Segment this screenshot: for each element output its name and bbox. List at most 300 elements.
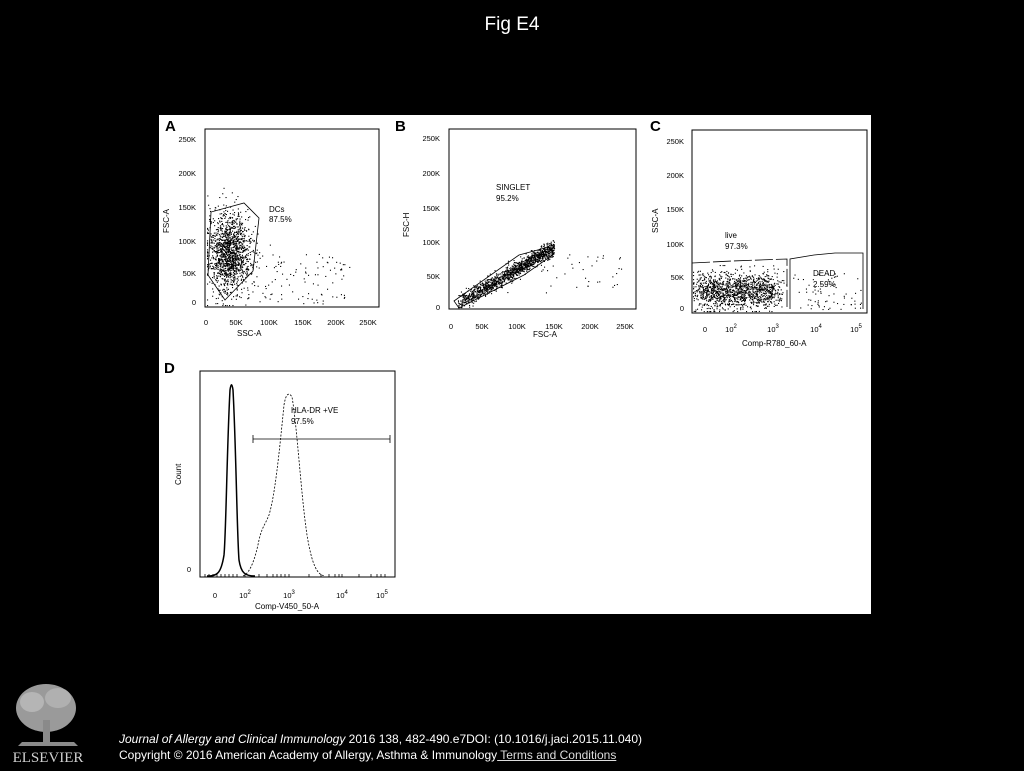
panel-c-dot	[736, 301, 737, 302]
panel-c-dot	[724, 289, 725, 290]
panel-b-dot	[526, 263, 527, 264]
panel-a-dot	[234, 251, 235, 252]
panel-b-dot	[597, 257, 598, 258]
panel-c-dot	[720, 297, 721, 298]
panel-d-xtick: $10^4$	[336, 590, 348, 600]
panel-a-dot	[344, 264, 345, 265]
panel-c-dot	[697, 279, 698, 280]
panel-c-dot	[704, 286, 705, 287]
panel-c-dot	[758, 297, 759, 298]
panel-c-dot	[752, 276, 753, 277]
panel-c-dot	[722, 282, 723, 283]
panel-a-dot	[226, 287, 227, 288]
panel-c-dot	[717, 280, 718, 281]
panel-c-live-name: live	[725, 231, 738, 240]
panel-b	[395, 118, 636, 339]
panel-a-dot	[240, 219, 241, 220]
panel-c-dot	[752, 299, 753, 300]
panel-b-dot	[514, 260, 515, 261]
panel-c-dot	[755, 296, 756, 297]
panel-c-dot	[748, 286, 749, 287]
panel-a-gate-percent: 87.5%	[269, 215, 292, 224]
panel-a-dot	[210, 242, 211, 243]
panel-b-ytick: 100K	[422, 238, 440, 247]
panel-a-dot	[229, 265, 230, 266]
panel-b-dot	[546, 292, 547, 293]
panel-b-dot	[538, 260, 539, 261]
panel-b-dot	[500, 277, 501, 278]
panel-b-dot	[554, 244, 555, 245]
panel-a-dot	[241, 224, 242, 225]
panel-c-dot	[726, 271, 727, 272]
panel-c-dot	[734, 281, 735, 282]
panel-a-dot	[260, 258, 261, 259]
panel-a-ytick: 200K	[178, 169, 196, 178]
panel-c-dot	[744, 301, 745, 302]
panel-c-dot	[709, 276, 710, 277]
panel-a-dot	[212, 268, 213, 269]
panel-a-dot	[241, 297, 242, 298]
panel-a-dot	[207, 240, 208, 241]
panel-b-dot	[546, 251, 547, 252]
panel-c-dot	[747, 284, 748, 285]
panel-b-dot	[500, 281, 501, 282]
panel-b-dot	[547, 270, 548, 271]
panel-a-dot	[242, 247, 243, 248]
panel-a-dot	[246, 275, 247, 276]
panel-c-dot	[724, 265, 725, 266]
panel-a-dot	[228, 276, 229, 277]
panel-a-dot	[259, 268, 260, 269]
panel-a-dot	[233, 226, 234, 227]
panel-a-dot	[218, 258, 219, 259]
panel-b-dot	[554, 242, 555, 243]
panel-a-dot	[239, 229, 240, 230]
panel-a-dot	[234, 265, 235, 266]
panel-c-dot	[743, 307, 744, 308]
panel-b-dot	[492, 277, 493, 278]
panel-c-dot	[764, 287, 765, 288]
panel-b-dot	[530, 264, 531, 265]
panel-c-dot	[730, 284, 731, 285]
panel-c-dot	[713, 303, 714, 304]
panel-a-dot	[254, 282, 255, 283]
panel-a-dot	[281, 262, 282, 263]
panel-b-dot	[458, 305, 459, 306]
panel-c-dot	[775, 293, 776, 294]
panel-a-dot	[243, 258, 244, 259]
panel-a-dot	[242, 252, 243, 253]
panel-c-dot	[729, 282, 730, 283]
panel-a-dot	[262, 293, 263, 294]
panel-a-dot	[250, 243, 251, 244]
panel-c-dot	[708, 278, 709, 279]
panel-a-dot	[222, 274, 223, 275]
panel-c-dot	[744, 304, 745, 305]
panel-a-dot	[233, 250, 234, 251]
panel-a-dot	[236, 232, 237, 233]
panel-b-dot	[483, 293, 484, 294]
panel-a-dot	[230, 237, 231, 238]
panel-c-dot	[777, 305, 778, 306]
panel-c-dot	[761, 287, 762, 288]
panel-a-dot	[233, 210, 234, 211]
panel-b-dot	[617, 284, 618, 285]
panel-a-dot	[220, 227, 221, 228]
panel-b-dot	[503, 276, 504, 277]
panel-a-dot	[250, 263, 251, 264]
panel-a-dot	[238, 264, 239, 265]
panel-b-dot	[480, 292, 481, 293]
panel-b-dot	[547, 244, 548, 245]
panel-a-dot	[227, 243, 228, 244]
panel-c-dot	[744, 292, 745, 293]
panel-a-dot	[286, 279, 287, 280]
panel-a-dot	[218, 218, 219, 219]
panel-c-dot	[722, 290, 723, 291]
panel-b-dot	[535, 253, 536, 254]
panel-a-dot	[220, 225, 221, 226]
panel-b-dot	[505, 275, 506, 276]
panel-a-dot	[239, 269, 240, 270]
panel-a-dot	[215, 267, 216, 268]
panel-a-dot	[327, 289, 328, 290]
panel-a-dot	[229, 228, 230, 229]
panel-b-dot	[541, 256, 542, 257]
panel-c-dot	[748, 279, 749, 280]
panel-b-dot	[544, 251, 545, 252]
panel-a-dot	[232, 236, 233, 237]
panel-a-dot	[228, 281, 229, 282]
panel-c-dot	[741, 293, 742, 294]
panel-c-dot	[779, 301, 780, 302]
panel-c-dot	[697, 296, 698, 297]
panel-c-dot	[722, 302, 723, 303]
panel-a-dot	[208, 230, 209, 231]
panel-b-ytick: 50K	[426, 272, 440, 281]
panel-c-dot	[759, 276, 760, 277]
panel-b-dot	[614, 285, 615, 286]
panel-b-dot	[463, 302, 464, 303]
panel-c-dot	[698, 281, 699, 282]
panel-a-dot	[224, 271, 225, 272]
panel-c-dot	[714, 305, 715, 306]
panel-a-dot	[213, 267, 214, 268]
panel-c-dot	[693, 279, 694, 280]
panel-a-dot	[238, 214, 239, 215]
panel-b-dot	[520, 263, 521, 264]
panel-a-dot	[218, 245, 219, 246]
panel-a-dot	[216, 239, 217, 240]
panel-a-dot	[279, 256, 280, 257]
panel-c-dot	[699, 292, 700, 293]
panel-a-dot	[222, 240, 223, 241]
panel-c-dot	[731, 287, 732, 288]
panel-b-dot	[515, 262, 516, 263]
panel-a-dot	[207, 232, 208, 233]
panel-c-dot	[772, 276, 773, 277]
panel-b-dot	[501, 283, 502, 284]
panel-b-dot	[466, 295, 467, 296]
panel-c-dot	[741, 291, 742, 292]
panel-c-dot	[752, 287, 753, 288]
panel-c-dot	[781, 294, 782, 295]
panel-c-dot	[753, 279, 754, 280]
panel-a-dot	[300, 263, 301, 264]
panel-a-dot	[220, 222, 221, 223]
panel-a-dot	[228, 225, 229, 226]
panel-a-dot	[225, 255, 226, 256]
panel-a-dot	[225, 256, 226, 257]
panel-c-dot	[739, 279, 740, 280]
panel-b-dot	[503, 271, 504, 272]
panel-b-dot	[498, 281, 499, 282]
panel-b-dot	[525, 269, 526, 270]
panel-c-dot	[733, 278, 734, 279]
panel-a-dot	[218, 276, 219, 277]
panel-c-dot	[772, 298, 773, 299]
panel-a-dot	[220, 270, 221, 271]
panel-c-dot	[709, 311, 710, 312]
panel-a-dot	[344, 297, 345, 298]
panel-a-dot	[237, 226, 238, 227]
panel-a-dot	[223, 269, 224, 270]
panel-a-dot	[236, 267, 237, 268]
panel-c-dot	[774, 273, 775, 274]
panel-c-dot	[746, 289, 747, 290]
panel-c-dot	[817, 304, 818, 305]
panel-c-dot	[857, 278, 858, 279]
panel-c-dot	[774, 297, 775, 298]
panel-a-dot	[225, 240, 226, 241]
panel-c-dot	[851, 298, 852, 299]
panel-c-dot	[706, 281, 707, 282]
panel-c-dot	[721, 278, 722, 279]
panel-a-dot	[242, 236, 243, 237]
panel-a-dot	[231, 255, 232, 256]
panel-b-dot	[527, 264, 528, 265]
panel-c-dot	[754, 283, 755, 284]
terms-link[interactable]: Terms and Conditions	[497, 748, 617, 762]
panel-a-dot	[242, 276, 243, 277]
panel-a-dot	[231, 284, 232, 285]
panel-a-dot	[217, 264, 218, 265]
panel-b-dot	[470, 291, 471, 292]
panel-a-dot	[241, 275, 242, 276]
panel-c-dot	[722, 284, 723, 285]
panel-a-dot	[218, 252, 219, 253]
panel-a-dot	[227, 211, 228, 212]
panel-b-dot	[496, 274, 497, 275]
panel-b-dot	[513, 264, 514, 265]
panel-b-dot	[525, 260, 526, 261]
panel-a-dot	[229, 256, 230, 257]
panel-a-dot	[272, 294, 273, 295]
panel-a-dot	[242, 228, 243, 229]
panel-a-dot	[229, 305, 230, 306]
panel-b-dot	[478, 290, 479, 291]
panel-a-dot	[332, 257, 333, 258]
panel-d-xticks	[213, 590, 389, 600]
panel-b-dot	[491, 282, 492, 283]
panel-a-dot	[237, 264, 238, 265]
panel-c-dot	[727, 294, 728, 295]
panel-a-dot	[230, 272, 231, 273]
panel-a-dot	[234, 277, 235, 278]
panel-c-dot	[729, 279, 730, 280]
panel-b-dot	[513, 274, 514, 275]
panel-a-dot	[227, 258, 228, 259]
panel-a-dot	[222, 245, 223, 246]
panel-c-dot	[757, 283, 758, 284]
panel-a-dot	[275, 266, 276, 267]
panel-a-dot	[233, 266, 234, 267]
panel-b-dot	[505, 271, 506, 272]
panel-a-dot	[223, 264, 224, 265]
panel-a-dot	[277, 271, 278, 272]
panel-b-dot	[518, 263, 519, 264]
panel-b-dot	[535, 261, 536, 262]
figure-e4	[159, 115, 871, 614]
panel-b-dot	[603, 255, 604, 256]
panel-c-dot	[754, 265, 755, 266]
panel-c-dot	[742, 309, 743, 310]
panel-b-dot	[487, 283, 488, 284]
panel-a-dot	[247, 261, 248, 262]
panel-b-dot	[537, 261, 538, 262]
panel-c-dot	[704, 304, 705, 305]
panel-c-xtick: 0	[702, 325, 708, 334]
panel-c-dot	[700, 303, 701, 304]
panel-a-dot	[227, 279, 228, 280]
panel-c-dot	[781, 289, 782, 290]
panel-a-dot	[224, 273, 225, 274]
panel-b-dot	[496, 284, 497, 285]
panel-a-dot	[215, 233, 216, 234]
panel-a-dot	[224, 266, 225, 267]
panel-c-dot	[761, 294, 762, 295]
panel-c-dot	[753, 294, 754, 295]
panel-a-dot	[240, 239, 241, 240]
panel-c-dot	[746, 278, 747, 279]
panel-a-dot	[220, 290, 221, 291]
panel-c-dot	[737, 284, 738, 285]
panel-a-dot	[222, 270, 223, 271]
panel-c-dot	[720, 293, 721, 294]
panel-a-dot	[233, 261, 234, 262]
panel-a-dot	[238, 232, 239, 233]
panel-c-dot	[828, 309, 829, 310]
panel-c-dot	[775, 305, 776, 306]
panel-b-dot	[522, 258, 523, 259]
panel-c-dot	[815, 294, 816, 295]
panel-b-dot	[477, 288, 478, 289]
panel-a-dot	[234, 226, 235, 227]
panel-a-dot	[214, 269, 215, 270]
panel-b-dot	[470, 300, 471, 301]
panel-c-dot	[782, 294, 783, 295]
panel-a-dot	[228, 252, 229, 253]
panel-b-dot	[543, 244, 544, 245]
panel-b-dot	[507, 276, 508, 277]
panel-a-dot	[235, 245, 236, 246]
panel-c-dot	[820, 291, 821, 292]
panel-c-dot	[727, 289, 728, 290]
panel-a-dot	[240, 267, 241, 268]
panel-a-dot	[234, 243, 235, 244]
panel-a-dot	[207, 256, 208, 257]
panel-a-dot	[239, 225, 240, 226]
panel-a-dot	[221, 234, 222, 235]
panel-a-dot	[238, 262, 239, 263]
panel-c-dot	[707, 286, 708, 287]
panel-b-dot	[463, 299, 464, 300]
panel-c-dot	[766, 286, 767, 287]
panel-a-dot	[254, 240, 255, 241]
panel-a-dot	[244, 238, 245, 239]
panel-a-dot	[229, 263, 230, 264]
panel-a-dot	[207, 264, 208, 265]
panel-b-dot	[583, 269, 584, 270]
panel-b-dot	[501, 287, 502, 288]
panel-b-dot	[500, 273, 501, 274]
panel-c-dot	[720, 272, 721, 273]
panel-b-dot	[505, 270, 506, 271]
panel-b-dot	[476, 301, 477, 302]
panel-b-dot	[476, 292, 477, 293]
panel-c-dot	[760, 297, 761, 298]
panel-c-dot	[735, 285, 736, 286]
panel-c-dot	[741, 266, 742, 267]
panel-c-dot	[733, 311, 734, 312]
panel-b-dot	[542, 257, 543, 258]
panel-c-dot	[741, 297, 742, 298]
panel-a-dot	[236, 238, 237, 239]
panel-b-dot	[550, 253, 551, 254]
panel-a-dot	[254, 285, 255, 286]
panel-b-dot	[469, 307, 470, 308]
panel-b-dot	[533, 255, 534, 256]
panel-a-dot	[232, 231, 233, 232]
panel-c-dot	[793, 278, 794, 279]
panel-a-dot	[226, 261, 227, 262]
panel-a-dot	[224, 188, 225, 189]
panel-c-dot	[695, 295, 696, 296]
panel-c-dot	[703, 293, 704, 294]
panel-c-dot	[695, 293, 696, 294]
panel-a-dot	[236, 270, 237, 271]
panel-b-dot	[459, 303, 460, 304]
panel-b-dot	[458, 302, 459, 303]
panel-c-dot	[700, 271, 701, 272]
panel-b-dot	[553, 266, 554, 267]
panel-a-dot	[246, 269, 247, 270]
panel-c-dot	[704, 291, 705, 292]
panel-b-dot	[532, 264, 533, 265]
citation-line-1	[119, 731, 642, 747]
panel-a-dot	[231, 279, 232, 280]
panel-c-dot	[763, 273, 764, 274]
panel-c-dot	[762, 285, 763, 286]
panel-a-dot	[214, 277, 215, 278]
panel-c-dot	[757, 293, 758, 294]
panel-b-dot	[519, 274, 520, 275]
panel-b-yticks	[422, 134, 440, 312]
panel-b-dot	[508, 279, 509, 280]
panel-c-dot	[818, 305, 819, 306]
panel-c-dot	[836, 287, 837, 288]
panel-a-dot	[329, 257, 330, 258]
